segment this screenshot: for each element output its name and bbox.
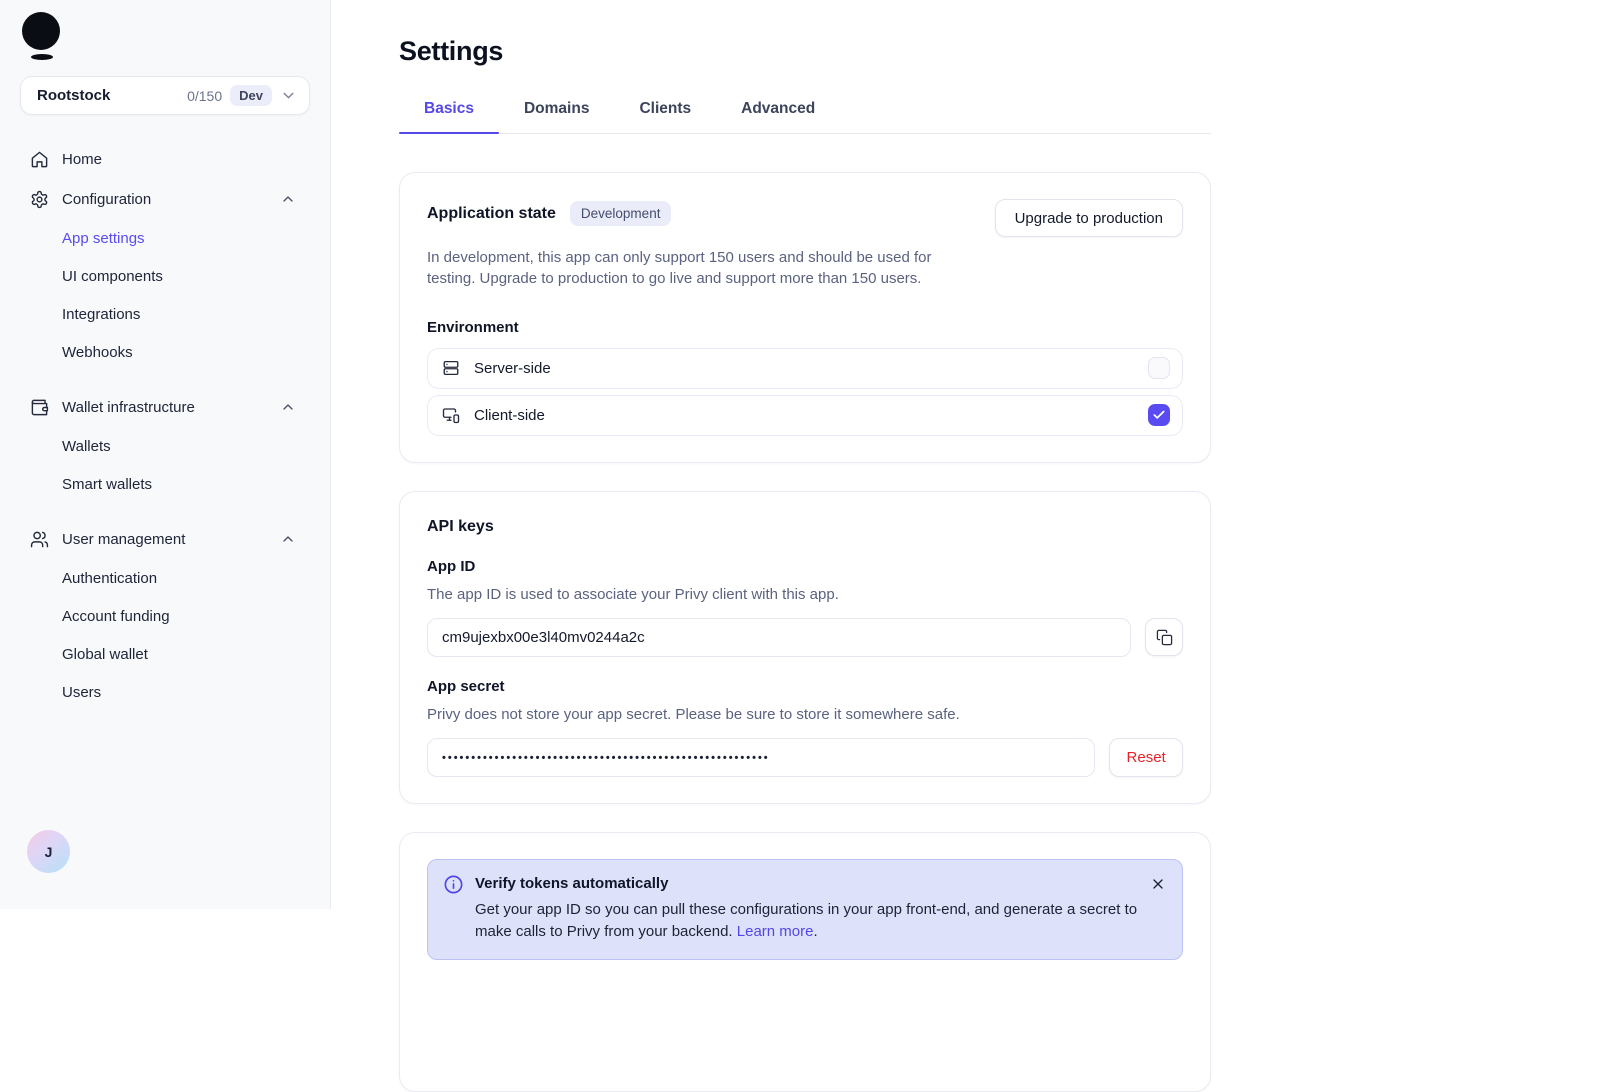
sidebar-item-home[interactable] — [20, 139, 300, 179]
environment-option-server-side[interactable] — [427, 348, 1183, 389]
application-state-card — [399, 172, 1211, 463]
app-secret-input[interactable] — [427, 738, 1095, 777]
sidebar-item-app-settings[interactable] — [20, 219, 300, 257]
avatar-initial: J — [44, 843, 53, 860]
sidebar-item-global-wallet[interactable] — [20, 635, 300, 673]
application-state-title: Application state — [427, 204, 556, 222]
environment-label: Environment — [427, 318, 519, 336]
sidebar-item-label: Webhooks — [62, 343, 133, 361]
server-side-checkbox[interactable] — [1148, 357, 1170, 379]
sidebar-item-authentication[interactable] — [20, 559, 300, 597]
env-badge: Dev — [230, 85, 272, 106]
environment-option-label: Client-side — [474, 406, 545, 424]
sidebar-item-label: Authentication — [62, 569, 158, 587]
sidebar-item-label: Wallet infrastructure — [62, 398, 195, 416]
environment-option-label: Server-side — [474, 359, 551, 377]
token-verification-card — [399, 832, 1211, 1092]
check-icon — [1152, 408, 1166, 422]
verify-tokens-banner — [427, 859, 1183, 960]
copy-icon — [1156, 629, 1173, 646]
tab-clients[interactable]: Clients — [639, 100, 692, 117]
learn-more-link[interactable]: Learn more — [736, 922, 814, 940]
settings-tabs — [399, 100, 1211, 134]
sidebar-item-webhooks[interactable] — [20, 333, 300, 371]
sidebar-item-label: Integrations — [62, 305, 141, 323]
chevron-up-icon[interactable] — [280, 191, 296, 207]
sidebar-item-users[interactable] — [20, 673, 300, 711]
development-badge: Development — [570, 201, 672, 226]
privy-logo-icon — [22, 12, 62, 60]
reset-secret-button[interactable]: Reset — [1109, 738, 1183, 777]
info-icon — [443, 874, 463, 894]
copy-app-id-button[interactable] — [1145, 618, 1183, 656]
sidebar-item-wallets[interactable] — [20, 427, 300, 465]
devices-icon — [441, 405, 461, 425]
sidebar-item-user-management[interactable] — [20, 519, 300, 559]
server-icon — [441, 358, 461, 378]
api-keys-title: API keys — [427, 517, 494, 535]
sidebar-item-configuration[interactable] — [20, 179, 300, 219]
app-secret-description: Privy does not store your app secret. Please be sure to store it somewhere safe. — [427, 705, 960, 723]
sidebar-item-label: Configuration — [62, 190, 152, 208]
upgrade-to-production-button[interactable]: Upgrade to production — [995, 199, 1183, 237]
sidebar-item-label: App settings — [62, 229, 145, 247]
app-id-description: The app ID is used to associate your Privy client with this app. — [427, 585, 839, 603]
sidebar-item-account-funding[interactable] — [20, 597, 300, 635]
environment-option-client-side[interactable] — [427, 395, 1183, 436]
sidebar-item-ui-components[interactable] — [20, 257, 300, 295]
wallet-icon — [29, 397, 49, 417]
client-side-checkbox[interactable] — [1148, 404, 1170, 426]
app-secret-label: App secret — [427, 677, 505, 695]
sidebar-item-label: Home — [62, 150, 103, 168]
app-id-input[interactable] — [427, 618, 1131, 657]
workspace-name: Rootstock — [37, 87, 111, 104]
banner-text-suffix: . — [813, 922, 818, 940]
sidebar-item-smart-wallets[interactable] — [20, 465, 300, 503]
users-icon — [29, 529, 49, 549]
page-title: Settings — [399, 36, 504, 66]
sidebar-item-label: Account funding — [62, 607, 170, 625]
banner-title: Verify tokens automatically — [475, 875, 669, 893]
gear-icon — [29, 189, 49, 209]
application-state-description: In development, this app can only support 150 users and should be used for testing. Upgrade to production to go live and support more than 150 users. — [427, 249, 932, 288]
sidebar-item-label: Smart wallets — [62, 475, 153, 493]
user-avatar[interactable] — [27, 830, 70, 873]
sidebar-item-integrations[interactable] — [20, 295, 300, 333]
user-quota: 0/150 — [187, 87, 223, 104]
tab-advanced[interactable]: Advanced — [741, 100, 816, 117]
close-icon[interactable] — [1150, 874, 1166, 943]
sidebar-item-label: Users — [62, 683, 102, 701]
privy-logo — [0, 12, 330, 74]
sidebar-item-label: UI components — [62, 267, 163, 285]
sidebar-item-label: Wallets — [62, 437, 111, 455]
banner-text: Get your app ID so you can pull these configurations in your app front-end, and generate a secret to make calls to Privy from your backend. — [475, 901, 1138, 940]
banner-body — [475, 899, 1138, 943]
sidebar-item-wallet-infrastructure[interactable] — [20, 387, 300, 427]
main-content — [331, 0, 1600, 940]
sidebar-nav — [0, 115, 330, 711]
app-id-label: App ID — [427, 557, 476, 575]
workspace-selector[interactable] — [20, 76, 310, 115]
api-keys-card — [399, 491, 1211, 805]
chevron-up-icon[interactable] — [280, 531, 296, 547]
chevron-down-icon — [280, 87, 297, 104]
home-icon — [29, 149, 49, 169]
chevron-up-icon[interactable] — [280, 399, 296, 415]
sidebar — [0, 0, 331, 909]
tab-basics[interactable]: Basics — [399, 100, 499, 133]
sidebar-item-label: User management — [62, 530, 186, 548]
sidebar-item-label: Global wallet — [62, 645, 148, 663]
tab-domains[interactable]: Domains — [523, 100, 590, 117]
